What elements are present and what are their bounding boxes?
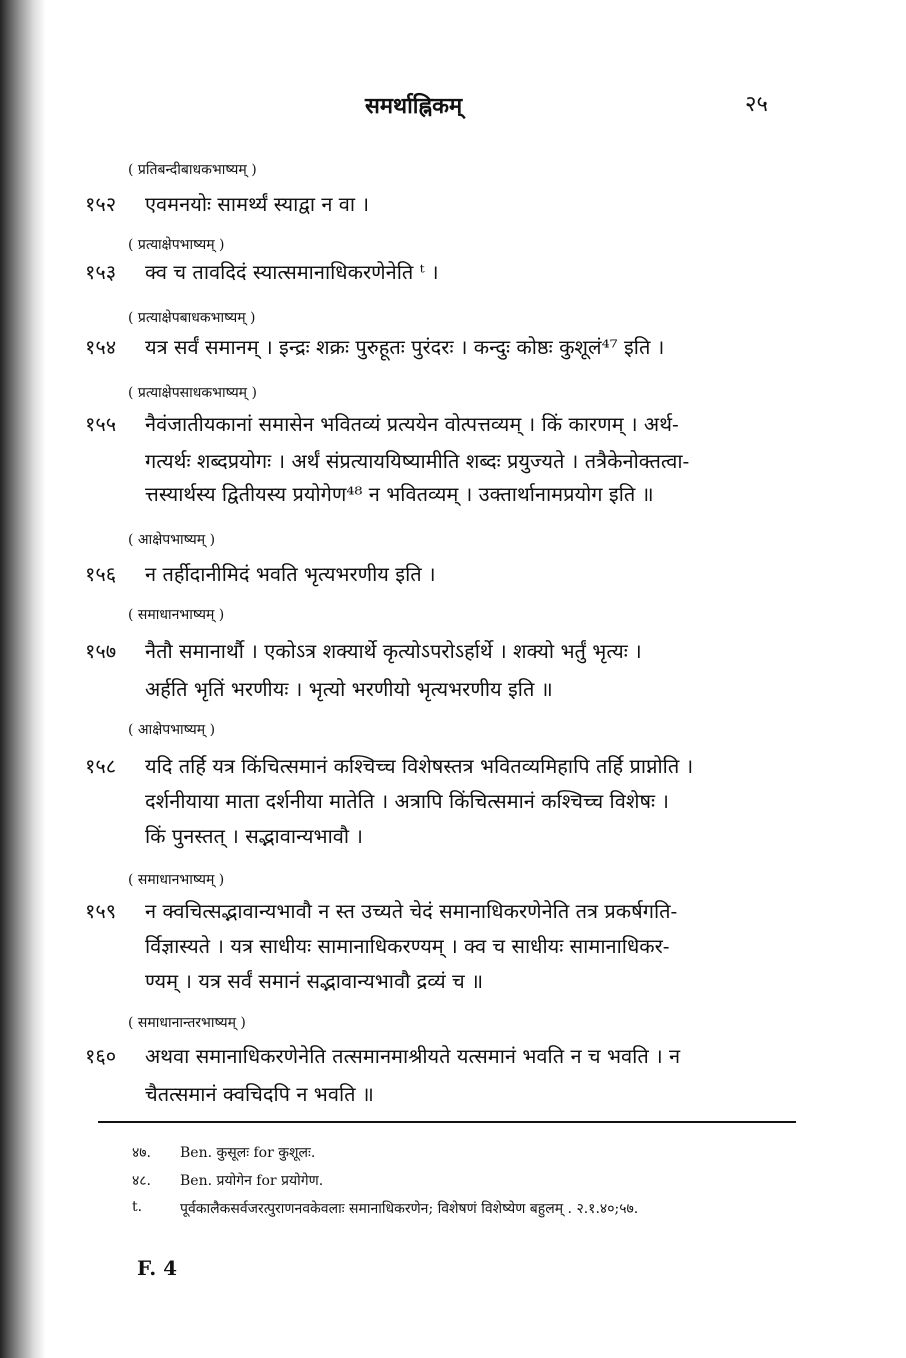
verse-line: अथवा समानाधिकरणेनेति तत्समानमाश्रीयते यत्समानं भवति न च भवति । न — [145, 1044, 681, 1068]
footnote-mark: ४७. — [132, 1145, 152, 1161]
verse-number: १५५ — [85, 412, 117, 436]
verse-line: यत्र सर्वं समानम् । इन्द्रः शक्रः पुरुहूतः पुरंदरः । कन्दुः कोष्ठः कुशूलं⁴⁷ इति । — [145, 335, 665, 359]
verse-line: चैतत्समानं क्वचिदपि न भवति ॥ — [145, 1082, 374, 1106]
verse-line: न क्वचित्सद्भावान्यभावौ न स्त उच्यते चेदं समानाधिकरणेनेति तत्र प्रकर्षगति- — [145, 899, 678, 923]
section-label: ( समाधानान्तरभाष्यम् ) — [128, 1015, 246, 1031]
verse-line: यदि तर्हि यत्र किंचित्समानं कश्चिच्च विशेषस्तत्र भवितव्यमिहापि तर्हि प्राप्नोति । — [145, 754, 694, 778]
verse-number: १५६ — [85, 562, 117, 586]
section-label: ( प्रत्याक्षेपभाष्यम् ) — [128, 237, 225, 253]
footnote-text: पूर्वकालैकसर्वजरत्पुराणनवकेवलाः समानाधिकरणेन; विशेषणं विशेष्येण बहुलम् . २.१.४०;५७. — [180, 1201, 639, 1217]
section-label: ( प्रत्याक्षेपबाधकभाष्यम् ) — [128, 310, 256, 326]
verse-number: १५८ — [85, 754, 117, 778]
section-label: ( आक्षेपभाष्यम् ) — [128, 532, 216, 548]
footnote-mark: t. — [132, 1199, 143, 1215]
verse-line: क्व च तावदिदं स्यात्समानाधिकरणेनेति ᵗ । — [145, 260, 439, 284]
section-label: ( समाधानभाष्यम् ) — [128, 872, 225, 888]
page-number: २५ — [745, 92, 768, 117]
verse-line: ण्यम् । यत्र सर्वं समानं सद्भावान्यभावौ द्रव्यं च ॥ — [145, 969, 484, 993]
footnote-text: Ben. प्रयोगेन for प्रयोगेण. — [180, 1173, 324, 1189]
verse-number: १५९ — [85, 899, 117, 923]
verse-line: र्विज्ञास्यते । यत्र साधीयः सामानाधिकरण्यम् । क्व च साधीयः सामानाधिकर- — [145, 934, 670, 958]
verse-number: १५७ — [85, 639, 117, 663]
verse-line: त्तस्यार्थस्य द्वितीयस्य प्रयोगेण⁴⁸ न भवितव्यम् । उक्तार्थानामप्रयोग इति ॥ — [145, 482, 654, 506]
scan-edge-shadow — [0, 0, 46, 1358]
verse-line: दर्शनीयाया माता दर्शनीया मातेति । अत्रापि किंचित्समानं कश्चिच्च विशेषः । — [145, 789, 669, 813]
page-title: समर्थाह्निकम् — [365, 93, 463, 119]
verse-line: न तर्हीदानीमिदं भवति भृत्यभरणीय इति । — [145, 562, 436, 586]
verse-number: १५३ — [85, 260, 117, 284]
footnote-divider — [98, 1121, 796, 1123]
footnote-mark: ४८. — [132, 1173, 152, 1189]
verse-number: १५४ — [85, 335, 117, 359]
verse-line: किं पुनस्तत् । सद्भावान्यभावौ । — [145, 824, 363, 848]
verse-number: १६० — [85, 1044, 117, 1068]
signature-mark: F. 4 — [137, 1256, 178, 1280]
verse-line: एवमनयोः सामर्थ्यं स्याद्वा न वा । — [145, 192, 370, 216]
verse-line: अर्हति भृतिं भरणीयः । भृत्यो भरणीयो भृत्यभरणीय इति ॥ — [145, 677, 553, 701]
verse-number: १५२ — [85, 192, 117, 216]
footnote-text: Ben. कुसूलः for कुशूलः. — [180, 1145, 316, 1161]
section-label: ( प्रतिबन्दीबाधकभाष्यम् ) — [128, 162, 257, 178]
section-label: ( समाधानभाष्यम् ) — [128, 607, 225, 623]
section-label: ( प्रत्याक्षेपसाधकभाष्यम् ) — [128, 385, 257, 401]
verse-line: गत्यर्थः शब्दप्रयोगः । अर्थं संप्रत्याययिष्यामीति शब्दः प्रयुज्यते । तत्रैकेनोक्तत्वा- — [145, 449, 690, 473]
verse-line: नैवंजातीयकानां समासेन भवितव्यं प्रत्ययेन वोत्पत्तव्यम् । किं कारणम् । अर्थ- — [145, 412, 679, 436]
verse-line: नैतौ समानार्थौ । एकोऽत्र शक्यार्थे कृत्योऽपरोऽर्हार्थे । शक्यो भर्तुं भृत्यः । — [145, 639, 642, 663]
section-label: ( आक्षेपभाष्यम् ) — [128, 722, 216, 738]
